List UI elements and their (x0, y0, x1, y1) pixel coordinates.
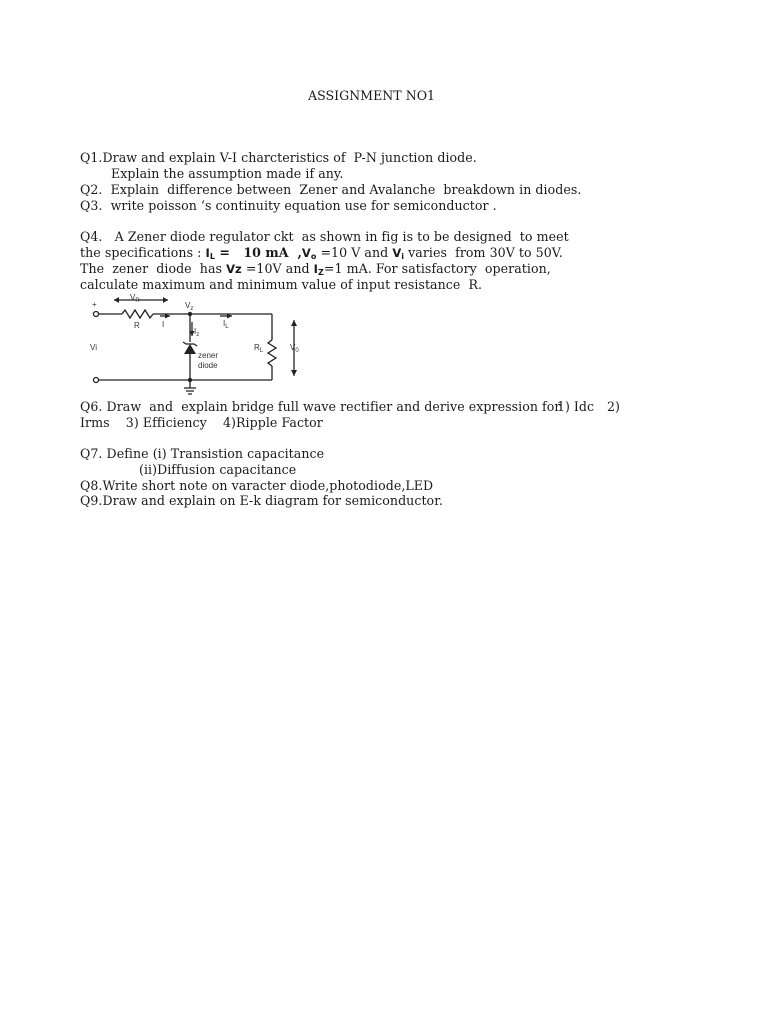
terminal-bottom-left (94, 378, 99, 383)
label-diode: diode (198, 361, 218, 370)
q1-line2: Explain the assumption made if any. (111, 166, 344, 181)
label-plus: + (92, 300, 97, 309)
q4-line3 (80, 261, 551, 277)
label-zener: zener (198, 351, 219, 360)
q1-line1: Q1.Draw and explain V-I charcteristics of P-N junction diode. (80, 150, 477, 165)
q4-vo-symbol: $V_o$ (301, 246, 317, 261)
q6-line1: Q6. Draw and explain bridge full wave rectifier and derive expression for (80, 399, 561, 414)
label-r: R (134, 321, 140, 330)
q4-il-equals: = 10 mA , (214, 245, 302, 260)
q7-line1: Q7. Define (i) Transistion capacitance (80, 446, 325, 461)
q4-iz-symbol: $I_Z$ (313, 262, 324, 277)
label-iz: $I_z$ (194, 327, 200, 338)
q4-line3-pre: The zener diode has (80, 261, 227, 276)
ground-symbol (184, 388, 196, 394)
q4-line2 (80, 245, 563, 261)
resistor-r-symbol (122, 310, 153, 318)
q4-vi-symbol: $V_i$ (392, 246, 405, 261)
q4-line4: calculate maximum and minimum value of input resistance R. (80, 277, 483, 292)
q8-text: Q8.Write short note on varacter diode,photodiode,LED (80, 478, 434, 493)
label-rl: $R_L$ (254, 343, 264, 354)
label-il: $I_L$ (223, 319, 229, 330)
zener-regulator-circuit (80, 292, 320, 396)
q4-line3-post: =1 mA. For satisfactory operation, (323, 261, 551, 276)
label-vi: Vi (90, 343, 97, 352)
q6-right-2: 2) (607, 399, 620, 414)
terminal-top-left (94, 312, 99, 317)
q4-il-symbol: $I_L$ (205, 246, 215, 261)
q4-vz-symbol: Vz (226, 262, 242, 276)
q4-line2-post: varies from 30V to 50V. (404, 245, 563, 260)
label-vo: $V_0$ (290, 343, 299, 354)
assignment-title: ASSIGNMENT NO1 (308, 88, 436, 103)
q6-line2: Irms 3) Efficiency 4)Ripple Factor (80, 415, 323, 430)
q4-line2-pre: the specifications : (80, 245, 206, 260)
q4-line2-mid: =10 V and (316, 245, 393, 260)
q2-text: Q2. Explain difference between Zener and Avalanche breakdown in diodes. (80, 182, 582, 197)
label-vr: $V_R$ (130, 293, 140, 304)
label-vz: $V_z$ (185, 301, 194, 312)
label-i: I (162, 320, 165, 329)
zener-diode-symbol (184, 344, 196, 354)
q3-text: Q3. write poisson ‘s continuity equation use for semiconductor . (80, 198, 497, 213)
q6-right-idc: 1) Idc (557, 399, 595, 414)
q4-line3-mid: =10V and (241, 261, 314, 276)
q9-text: Q9.Draw and explain on E-k diagram for semiconductor. (80, 493, 443, 508)
q7-line2: (ii)Diffusion capacitance (139, 462, 297, 477)
resistor-rl-symbol (268, 340, 276, 366)
q4-line1: Q4. A Zener diode regulator ckt as shown in fig is to be designed to meet (80, 229, 569, 244)
